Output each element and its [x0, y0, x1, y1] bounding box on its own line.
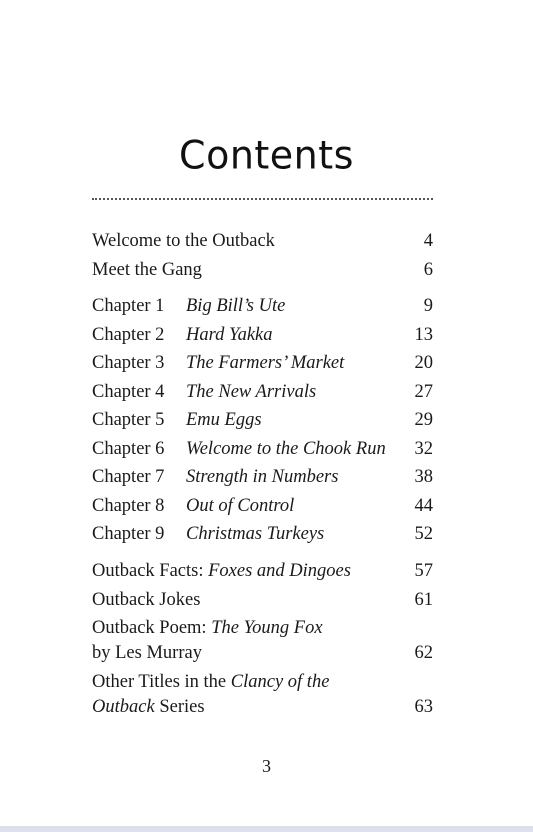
- toc-page-number: 9: [423, 296, 433, 316]
- toc-entry-chapter-3[interactable]: [92, 349, 433, 378]
- chapter-title: Out of Control: [186, 495, 295, 516]
- toc-page-number: 62: [414, 643, 433, 663]
- toc-entry-chapter-2[interactable]: [92, 321, 433, 350]
- toc-entry-prefix: Other Titles in the: [92, 672, 231, 692]
- toc-page-number: 29: [414, 410, 433, 430]
- toc-entry-chapter-5[interactable]: [92, 406, 433, 435]
- chapter-number: Chapter 2: [92, 324, 165, 345]
- toc-entry-prefix: Outback Poem:: [92, 618, 212, 638]
- toc-page-number: 38: [414, 467, 433, 487]
- dotted-rule: [92, 198, 433, 200]
- chapter-title: Christmas Turkeys: [186, 524, 325, 544]
- toc-entry-italic-title: Foxes and Dingoes: [208, 561, 351, 581]
- chapter-number: Chapter 3: [92, 353, 165, 373]
- toc-entry-chapter-7[interactable]: [92, 463, 433, 492]
- toc-page-number: 57: [414, 561, 433, 581]
- chapter-number: Chapter 4: [92, 381, 165, 402]
- chapter-title: Emu Eggs: [186, 410, 262, 430]
- toc-entry-line-2: by Les Murray: [92, 643, 202, 663]
- toc-entry-chapter-8[interactable]: [92, 492, 433, 521]
- toc-entry-prefix: Outback Facts:: [92, 561, 209, 581]
- chapter-title: The New Arrivals: [186, 381, 317, 402]
- toc-page-number: 20: [414, 353, 433, 373]
- toc-page-number: 13: [414, 324, 433, 345]
- toc-page-number: 6: [423, 259, 433, 280]
- toc-page-number: 32: [414, 438, 433, 459]
- toc-page-number: 4: [423, 231, 433, 251]
- toc-entry-label: [92, 557, 351, 586]
- toc-entry-line-1: [92, 616, 323, 641]
- toc-entry-other-titles[interactable]: [92, 670, 433, 722]
- toc-entry-outback-poem[interactable]: [92, 616, 433, 668]
- toc-entry-chapter-6[interactable]: [92, 435, 433, 464]
- chapter-title: Hard Yakka: [186, 324, 273, 345]
- toc-entry-italic-title: Clancy of the: [230, 672, 330, 692]
- toc-entry-welcome[interactable]: [92, 227, 433, 256]
- toc-entry-outback-facts[interactable]: [92, 557, 433, 586]
- toc-entry-label: Meet the Gang: [92, 259, 202, 280]
- chapter-title: Strength in Numbers: [186, 467, 339, 487]
- toc-entry-italic-title: Outback: [92, 697, 155, 717]
- toc-page-number: 61: [414, 589, 433, 610]
- chapter-number: Chapter 8: [92, 495, 165, 516]
- toc-page-number: 44: [414, 495, 433, 516]
- toc-entry-outback-jokes[interactable]: [92, 586, 433, 615]
- toc-entry-label: Outback Jokes: [92, 589, 201, 610]
- toc-page-number: 63: [414, 697, 433, 717]
- chapter-title: Welcome to the Chook Run: [186, 438, 386, 459]
- chapter-title: The Farmers’ Market: [186, 353, 345, 373]
- toc-entry-line-1: [92, 670, 329, 695]
- toc-entry-italic-title: The Young Fox: [211, 618, 323, 638]
- chapter-title: Big Bill’s Ute: [186, 296, 286, 316]
- toc-page-number: 27: [414, 381, 433, 402]
- chapter-number: Chapter 7: [92, 467, 165, 487]
- toc-entry-chapter-4[interactable]: [92, 378, 433, 407]
- page-title: Contents: [179, 132, 354, 178]
- chapter-number: Chapter 6: [92, 438, 165, 459]
- toc-entry-meet-the-gang[interactable]: [92, 256, 433, 285]
- page-number-footer: 3: [262, 756, 271, 776]
- toc-entry-line-2: [92, 695, 205, 720]
- front-matter-list: [92, 227, 433, 284]
- toc-entry-label: Welcome to the Outback: [92, 231, 275, 251]
- back-matter-list: [92, 557, 433, 722]
- toc-entry-suffix: Series: [154, 697, 205, 717]
- toc-page-number: 52: [414, 524, 433, 544]
- chapter-list: [92, 292, 433, 549]
- page-bottom-edge: [0, 826, 533, 832]
- chapter-number: Chapter 9: [92, 524, 165, 544]
- toc-entry-chapter-9[interactable]: [92, 520, 433, 549]
- chapter-number: Chapter 1: [92, 296, 165, 316]
- toc-entry-chapter-1[interactable]: [92, 292, 433, 321]
- chapter-number: Chapter 5: [92, 410, 165, 430]
